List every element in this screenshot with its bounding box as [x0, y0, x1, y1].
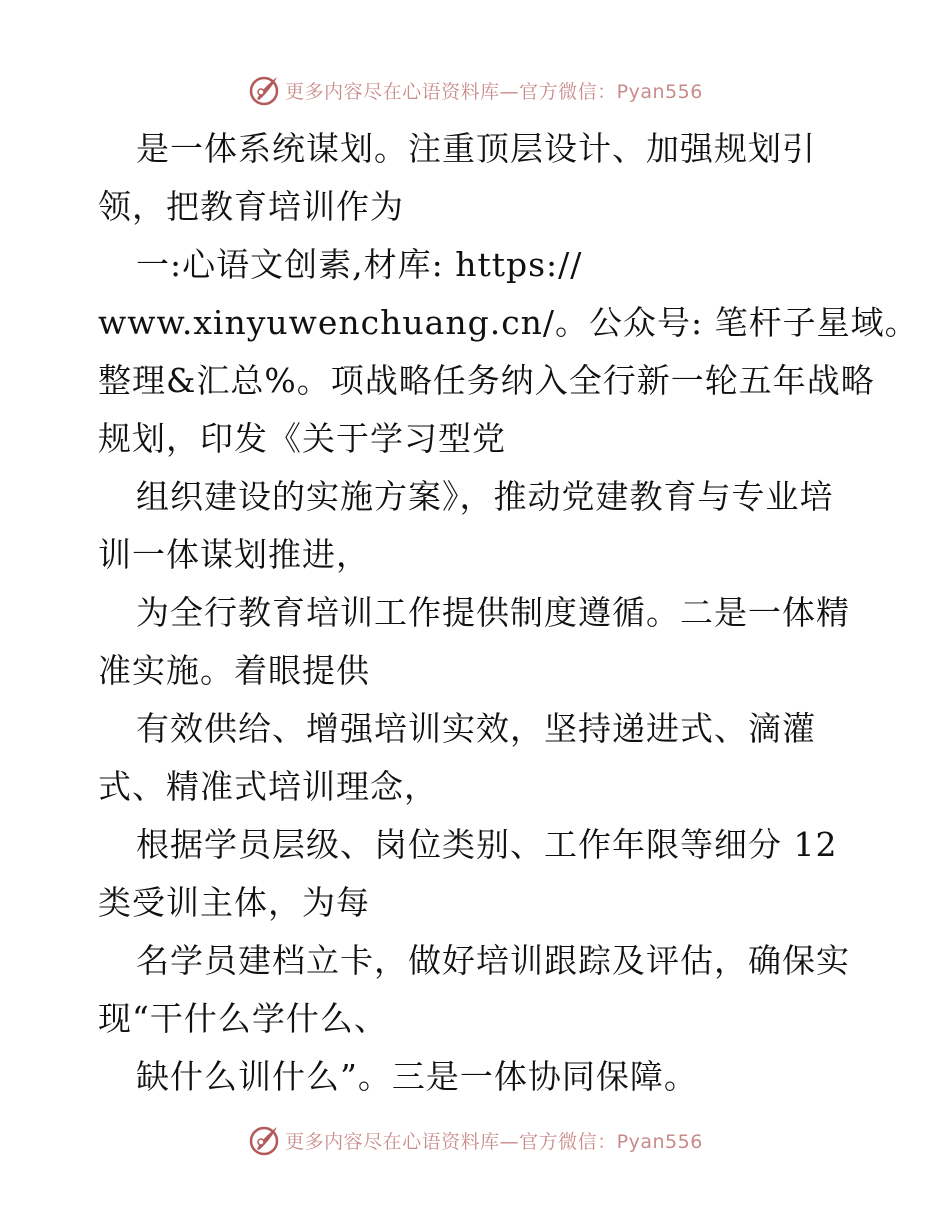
footer-watermark-banner	[0, 1120, 950, 1160]
quill-logo-icon	[247, 1123, 281, 1157]
body-line: 缺什么训什么”。三是一体协同保障。	[136, 1057, 698, 1096]
body-line: 一:心语文创素,材库: https://	[136, 245, 583, 284]
body-line: 领，把教育培训作为	[98, 187, 404, 226]
body-line: 准实施。着眼提供	[98, 651, 370, 690]
body-line: 根据学员层级、岗位类别、工作年限等细分 12	[136, 825, 838, 864]
body-line: 类受训主体，为每	[98, 883, 370, 922]
body-line: 式、精准式培训理念，	[98, 767, 438, 806]
body-line: 名学员建档立卡，做好培训跟踪及评估，确保实	[136, 941, 850, 980]
header-watermark-text: 更多内容尽在心语资料库—官方微信：Pyan556	[285, 80, 703, 103]
body-line: www.xinyuwenchuang.cn/。公众号: 笔杆子星域。	[98, 303, 919, 342]
body-line: 有效供给、增强培训实效，坚持递进式、滴灌	[136, 709, 816, 748]
document-body	[98, 120, 919, 1106]
body-line: 是一体系统谋划。注重顶层设计、加强规划引	[136, 129, 816, 168]
quill-logo-icon	[247, 73, 281, 107]
body-line: 组织建设的实施方案》，推动党建教育与专业培	[136, 477, 834, 516]
body-line: 整理&汇总%。项战略任务纳入全行新一轮五年战略	[98, 361, 875, 400]
header-watermark-banner	[0, 70, 950, 110]
body-line: 规划，印发《关于学习型党	[98, 419, 506, 458]
footer-watermark-text: 更多内容尽在心语资料库—官方微信：Pyan556	[285, 1130, 703, 1153]
body-line: 训一体谋划推进，	[98, 535, 370, 574]
body-line: 现“干什么学什么、	[98, 999, 388, 1038]
body-line: 为全行教育培训工作提供制度遵循。二是一体精	[136, 593, 850, 632]
